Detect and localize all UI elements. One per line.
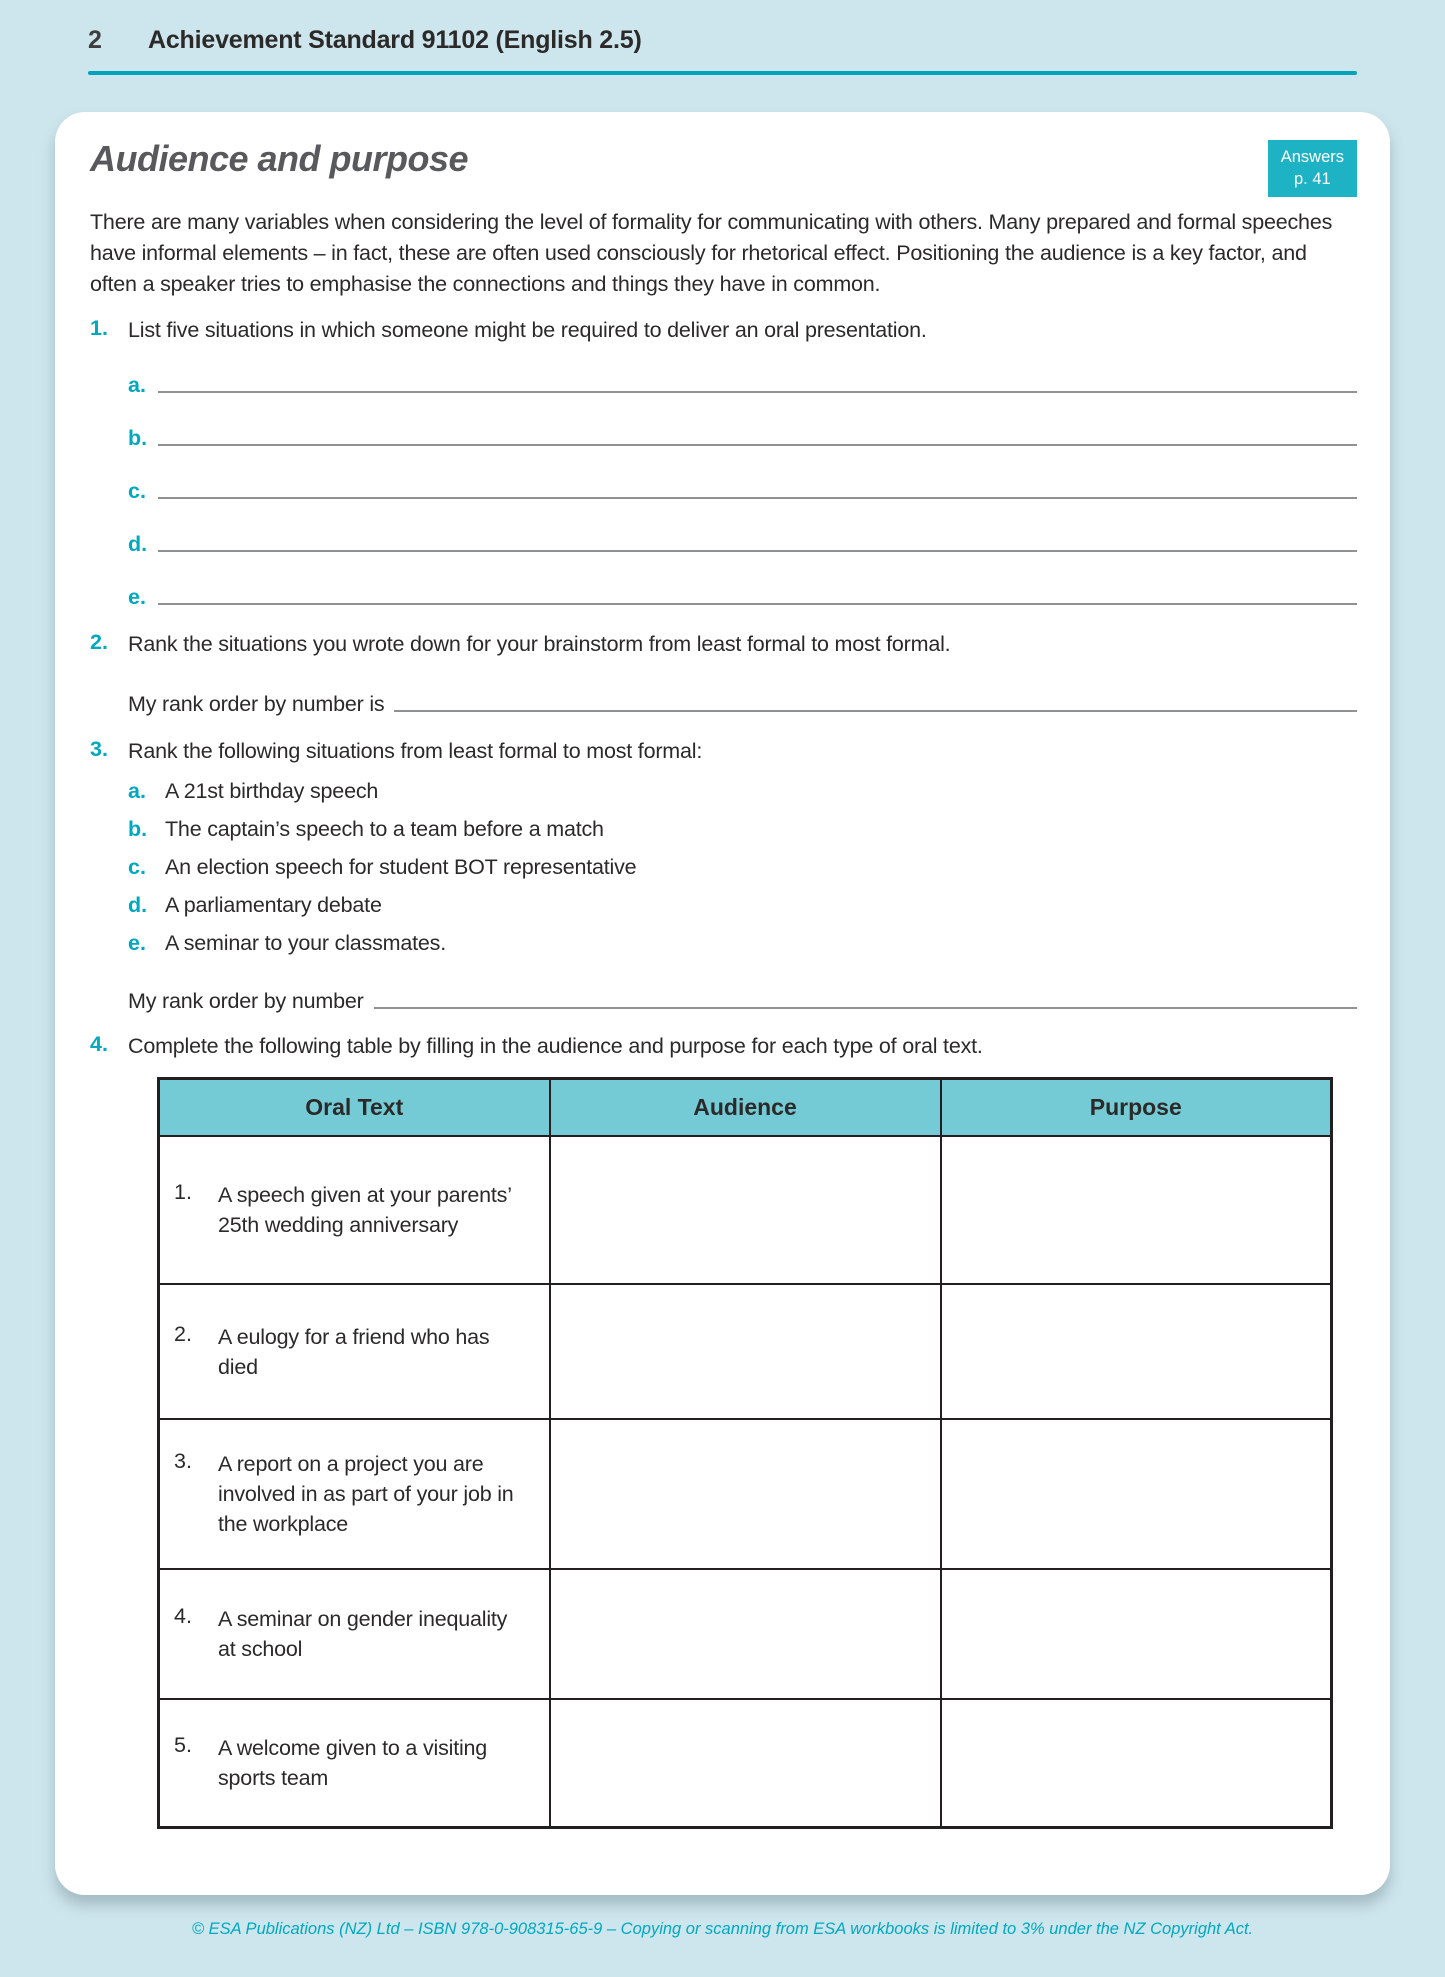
- header-divider-rule: [88, 71, 1357, 75]
- blank-letter-a: a.: [128, 372, 146, 397]
- question-1: [90, 316, 1357, 345]
- purpose-cell-1[interactable]: [941, 1136, 1332, 1284]
- situation-item-a: [128, 779, 1357, 804]
- column-header-purpose: Purpose: [941, 1078, 1332, 1136]
- answer-blank-d: [128, 504, 1357, 557]
- question-3-text: Rank the following situations from least formal to most formal:: [128, 738, 703, 763]
- purpose-cell-2[interactable]: [941, 1284, 1332, 1419]
- row-5-oral-text: A welcome given to a visiting sports team: [218, 1735, 488, 1790]
- page-number: 2: [88, 26, 102, 54]
- situation-letter-c: c.: [128, 854, 146, 879]
- rank-order-line-1[interactable]: [394, 710, 1357, 712]
- row-4-oral-text: A seminar on gender inequality at school: [218, 1607, 508, 1662]
- audience-cell-4[interactable]: [550, 1569, 941, 1699]
- question-1-text: List five situations in which someone might be required to deliver an oral presentation.: [128, 317, 927, 342]
- answer-line-a[interactable]: [158, 391, 1357, 393]
- row-2-oral-text: A eulogy for a friend who has died: [218, 1324, 490, 1379]
- section-title: Audience and purpose: [90, 138, 469, 179]
- table-row: [159, 1569, 1332, 1699]
- row-2-number: 2.: [174, 1321, 192, 1346]
- situation-text-e: A seminar to your classmates.: [165, 930, 446, 955]
- row-3-number: 3.: [174, 1449, 192, 1474]
- answers-page-badge: [1268, 140, 1357, 197]
- blank-letter-c: c.: [128, 478, 146, 503]
- oral-text-cell-3: [159, 1419, 550, 1569]
- situation-item-c: [128, 855, 1357, 880]
- answer-line-c[interactable]: [158, 497, 1357, 499]
- row-4-number: 4.: [174, 1604, 192, 1629]
- question-2-number: 2.: [90, 629, 108, 654]
- situation-text-d: A parliamentary debate: [165, 892, 382, 917]
- oral-text-table: [157, 1077, 1333, 1829]
- answer-blank-e: [128, 557, 1357, 610]
- worksheet-card: [55, 112, 1390, 1895]
- blank-letter-e: e.: [128, 584, 146, 609]
- situation-letter-d: d.: [128, 892, 148, 917]
- situation-item-d: [128, 893, 1357, 918]
- rank-order-prompt-2: [128, 982, 1357, 1014]
- audience-cell-3[interactable]: [550, 1419, 941, 1569]
- table-row: [159, 1699, 1332, 1827]
- situation-text-b: The captain’s speech to a team before a match: [165, 816, 604, 841]
- answer-line-d[interactable]: [158, 550, 1357, 552]
- question-3-number: 3.: [90, 736, 108, 761]
- question-3: [90, 737, 1357, 766]
- table-header-row: [159, 1078, 1332, 1136]
- rank-order-line-2[interactable]: [374, 1007, 1357, 1009]
- answer-blank-c: [128, 451, 1357, 504]
- blank-letter-d: d.: [128, 531, 148, 556]
- oral-text-cell-5: [159, 1699, 550, 1827]
- answer-blank-a: [128, 345, 1357, 398]
- intro-paragraph: There are many variables when considering the level of formality for communicating with others. Many prepared and formal speeches have informal elements – in fact, these are often used consciously for rhetorical effect. Positioning the audience is a key factor, and often a speaker tries to emphasise the connections and things they have in common.: [90, 209, 1333, 296]
- rank-order-prompt-1-text: My rank order by number is: [128, 691, 385, 716]
- question-4-text: Complete the following table by filling in the audience and purpose for each type of oral text.: [128, 1033, 983, 1058]
- answer-line-e[interactable]: [158, 603, 1357, 605]
- audience-cell-2[interactable]: [550, 1284, 941, 1419]
- situation-item-e: [128, 931, 1357, 956]
- situation-letter-a: a.: [128, 778, 146, 803]
- answer-blank-b: [128, 398, 1357, 451]
- table-row: [159, 1284, 1332, 1419]
- row-3-oral-text: A report on a project you are involved in as part of your job in the workplace: [218, 1452, 514, 1537]
- column-header-oral-text: Oral Text: [159, 1078, 550, 1136]
- rank-order-prompt-2-text: My rank order by number: [128, 988, 364, 1013]
- answers-badge-label: Answers: [1280, 148, 1344, 166]
- purpose-cell-3[interactable]: [941, 1419, 1332, 1569]
- purpose-cell-4[interactable]: [941, 1569, 1332, 1699]
- situation-text-a: A 21st birthday speech: [165, 778, 379, 803]
- row-1-number: 1.: [174, 1180, 192, 1205]
- purpose-cell-5[interactable]: [941, 1699, 1332, 1827]
- page-header: [0, 0, 1445, 75]
- question-4-number: 4.: [90, 1031, 108, 1056]
- question-1-number: 1.: [90, 315, 108, 340]
- oral-text-cell-2: [159, 1284, 550, 1419]
- oral-text-cell-1: [159, 1136, 550, 1284]
- situation-item-b: [128, 817, 1357, 842]
- situation-letter-e: e.: [128, 930, 146, 955]
- question-2: [90, 630, 1357, 659]
- situation-letter-b: b.: [128, 816, 148, 841]
- question-2-text: Rank the situations you wrote down for your brainstorm from least formal to most formal.: [128, 631, 951, 656]
- rank-order-prompt-1: [128, 685, 1357, 717]
- row-1-oral-text: A speech given at your parents’ 25th wedding anniversary: [218, 1183, 511, 1238]
- table-row: [159, 1419, 1332, 1569]
- table-row: [159, 1136, 1332, 1284]
- column-header-audience: Audience: [550, 1078, 941, 1136]
- blank-letter-b: b.: [128, 425, 148, 450]
- answer-line-b[interactable]: [158, 444, 1357, 446]
- row-5-number: 5.: [174, 1732, 192, 1757]
- question-4: [90, 1032, 1357, 1061]
- answers-badge-page: p. 41: [1294, 170, 1331, 189]
- audience-cell-1[interactable]: [550, 1136, 941, 1284]
- standard-title: Achievement Standard 91102 (English 2.5): [148, 26, 642, 54]
- copyright-footer: © ESA Publications (NZ) Ltd – ISBN 978-0-908315-65-9 – Copying or scanning from ESA workbooks is limited to 3% under the NZ Copyright Act.: [191, 1920, 1254, 1938]
- oral-text-cell-4: [159, 1569, 550, 1699]
- situation-text-c: An election speech for student BOT representative: [165, 854, 637, 879]
- audience-cell-5[interactable]: [550, 1699, 941, 1827]
